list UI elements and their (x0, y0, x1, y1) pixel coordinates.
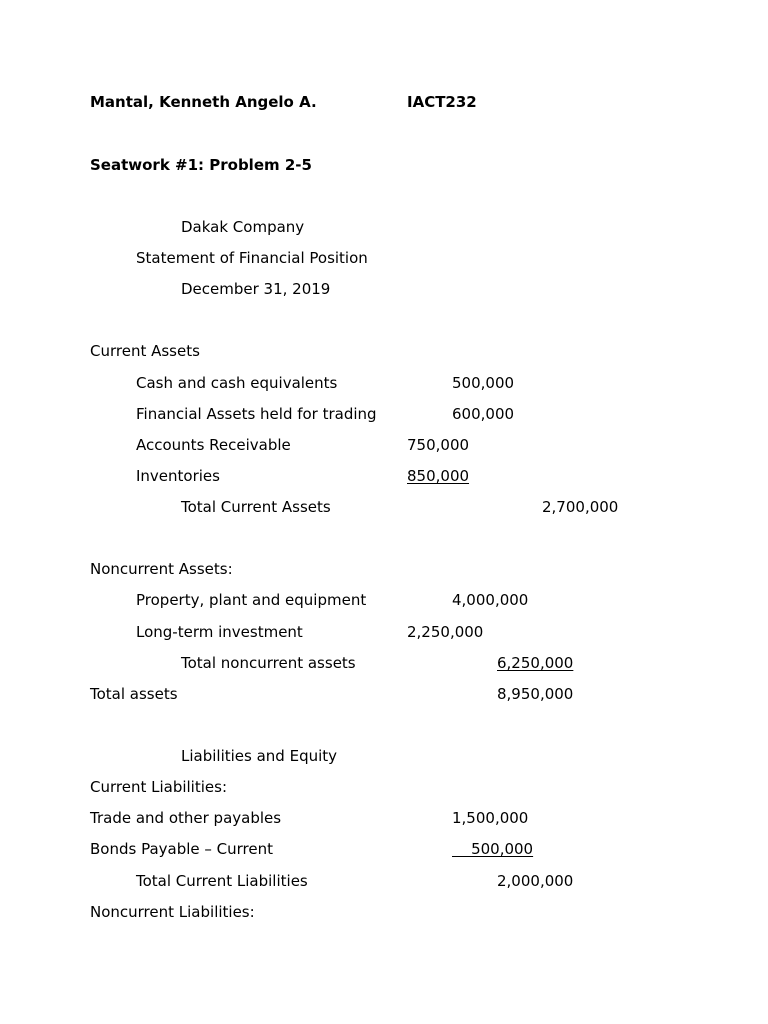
line-item-label: Trade and other payables (90, 809, 282, 827)
line-item-amount: 600,000 (452, 405, 515, 423)
line-item-label: Inventories (136, 467, 220, 485)
total-current-assets-amount: 2,700,000 (542, 498, 619, 516)
line-item-amount: 750,000 (407, 436, 470, 454)
line-item-label: Property, plant and equipment (136, 591, 367, 609)
line-item-label: Financial Assets held for trading (136, 405, 377, 423)
line-item-amount: 500,000 (452, 840, 534, 858)
line-item-amount: 850,000 (407, 467, 470, 485)
line-item-label: Cash and cash equivalents (136, 374, 338, 392)
course-code: IACT232 (407, 93, 477, 111)
seatwork-title: Seatwork #1: Problem 2-5 (90, 156, 312, 174)
total-current-assets-label: Total Current Assets (181, 498, 331, 516)
line-item-amount: 1,500,000 (452, 809, 529, 827)
noncurrent-assets-heading: Noncurrent Assets: (90, 560, 233, 578)
line-item-amount: 2,250,000 (407, 623, 484, 641)
total-current-liabilities-amount: 2,000,000 (497, 872, 574, 890)
total-assets-label: Total assets (90, 685, 178, 703)
current-assets-heading: Current Assets (90, 342, 200, 360)
total-current-liabilities-label: Total Current Liabilities (136, 872, 308, 890)
student-name: Mantal, Kenneth Angelo A. (90, 93, 317, 111)
company-name: Dakak Company (181, 218, 305, 236)
statement-date: December 31, 2019 (181, 280, 331, 298)
liabilities-equity-heading: Liabilities and Equity (181, 747, 338, 765)
noncurrent-liabilities-heading: Noncurrent Liabilities: (90, 903, 255, 921)
line-item-label: Long-term investment (136, 623, 303, 641)
total-noncurrent-assets-amount: 6,250,000 (497, 654, 574, 672)
line-item-amount: 4,000,000 (452, 591, 529, 609)
total-noncurrent-assets-label: Total noncurrent assets (181, 654, 356, 672)
line-item-label: Bonds Payable – Current (90, 840, 274, 858)
statement-title: Statement of Financial Position (136, 249, 368, 267)
line-item-label: Accounts Receivable (136, 436, 291, 454)
total-assets-amount: 8,950,000 (497, 685, 574, 703)
line-item-amount: 500,000 (452, 374, 515, 392)
current-liabilities-heading: Current Liabilities: (90, 778, 227, 796)
